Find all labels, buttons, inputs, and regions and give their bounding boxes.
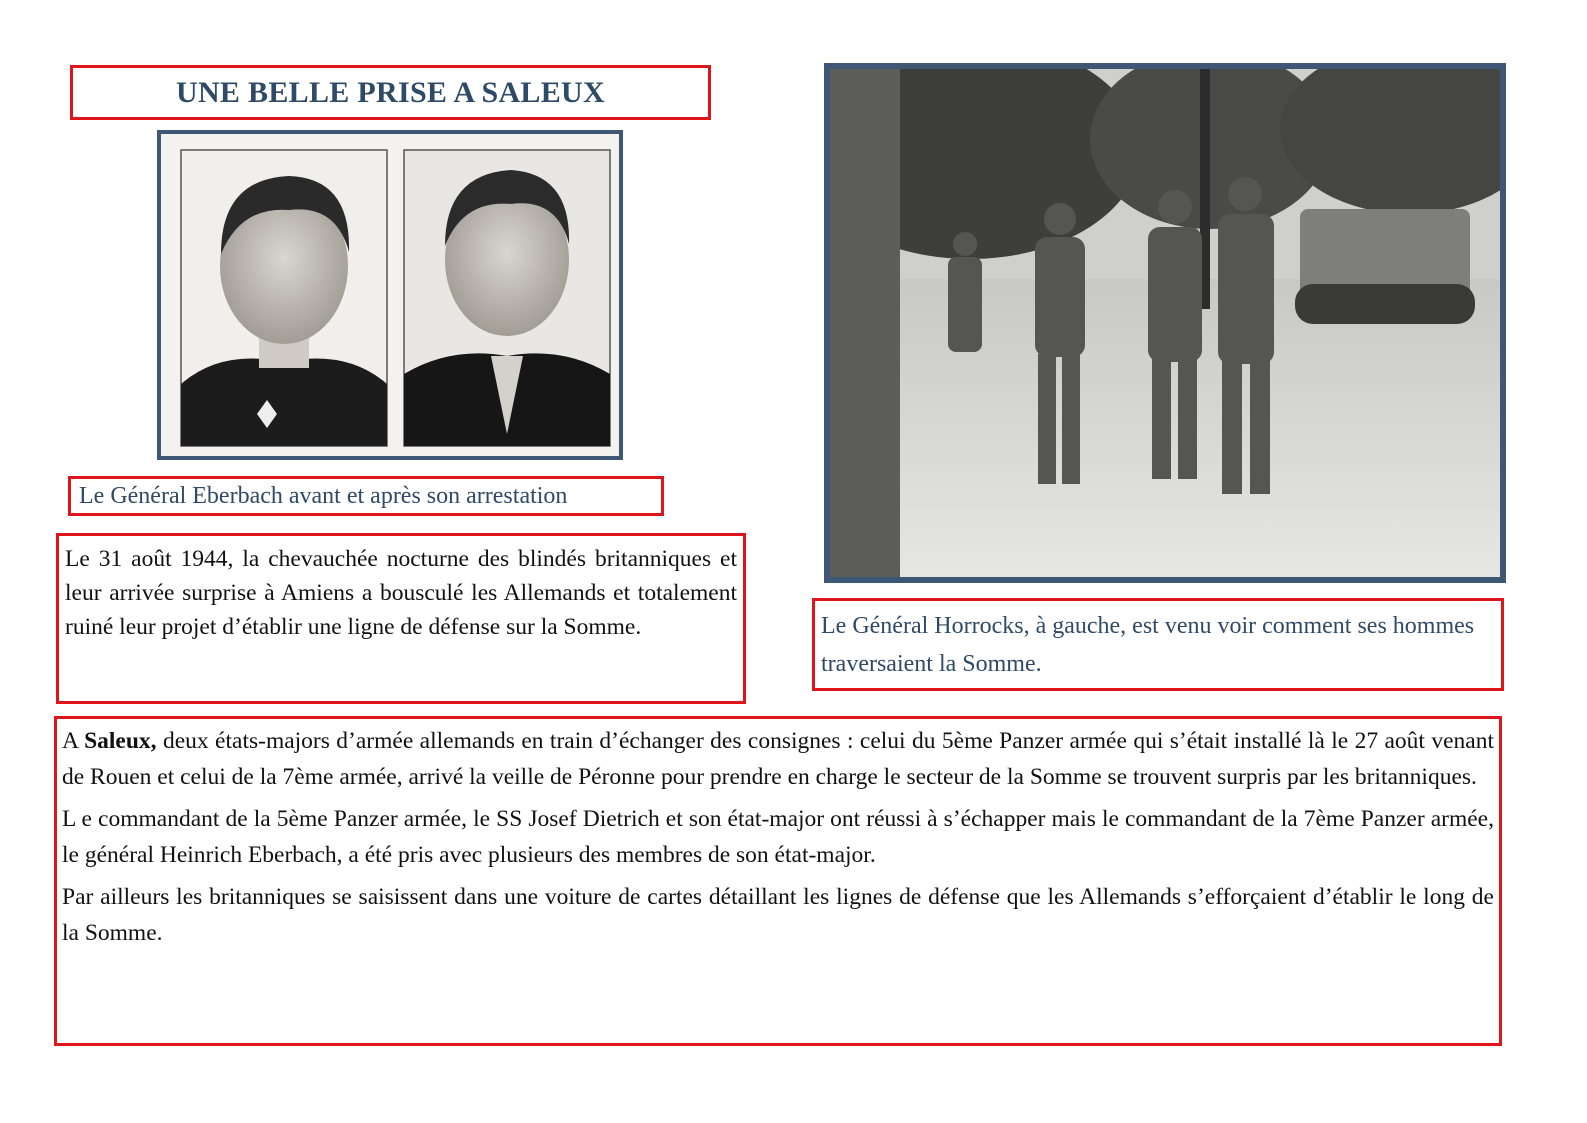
photo-caption-eberbach (68, 476, 664, 516)
page-title: UNE BELLE PRISE A SALEUX (175, 75, 605, 109)
intro-text-box (56, 533, 746, 704)
paragraph-maps: Par ailleurs les britanniques se saisissent dans une voiture de cartes détaillant les lignes de défense que les Allemands s’efforçaient d’établir le long de la Somme. (62, 884, 1494, 946)
text-span: deux états-majors d’armée allemands en train d’échanger des consignes : celui du 5ème Panzer armée qui s’était installé là le 27 août venant de Rouen et celui de la 7ème armée, arrivé la veille de Péronne pour prendre en charge le secteur de la Somme se trouvent surpris par les britanniques. (62, 728, 1494, 790)
paragraph-saleux (62, 723, 1494, 795)
intro-paragraph: Le 31 août 1944, la chevauchée nocturne des blindés britanniques et leur arrivée surprise à Amiens a bousculé les Allemands et totalement ruiné leur projet d’établir une ligne de défense sur la Somme. (65, 546, 737, 640)
paragraph-commanders: L e commandant de la 5ème Panzer armée, le SS Josef Dietrich et son état-major ont réussi à s’échapper mais le commandant de la 7ème Panzer armée, le général Heinrich Eberbach, a été pris avec plusieurs des membres de son état-major. (62, 806, 1494, 868)
caption-text: Le Général Eberbach avant et après son arrestation (79, 482, 568, 509)
text-span: A (62, 728, 85, 754)
main-text-box (54, 716, 1502, 1046)
horrocks-photo (824, 63, 1506, 583)
caption-text: Le Général Horrocks, à gauche, est venu voir comment ses hommes traversaient la Somme. (821, 613, 1475, 677)
bold-place-name: Saleux, (84, 728, 157, 754)
street-scene-illustration (830, 69, 1500, 577)
photo-caption-horrocks (812, 598, 1504, 691)
portraits-illustration (161, 134, 619, 456)
portraits-photo (157, 130, 623, 460)
title-box (70, 65, 711, 120)
